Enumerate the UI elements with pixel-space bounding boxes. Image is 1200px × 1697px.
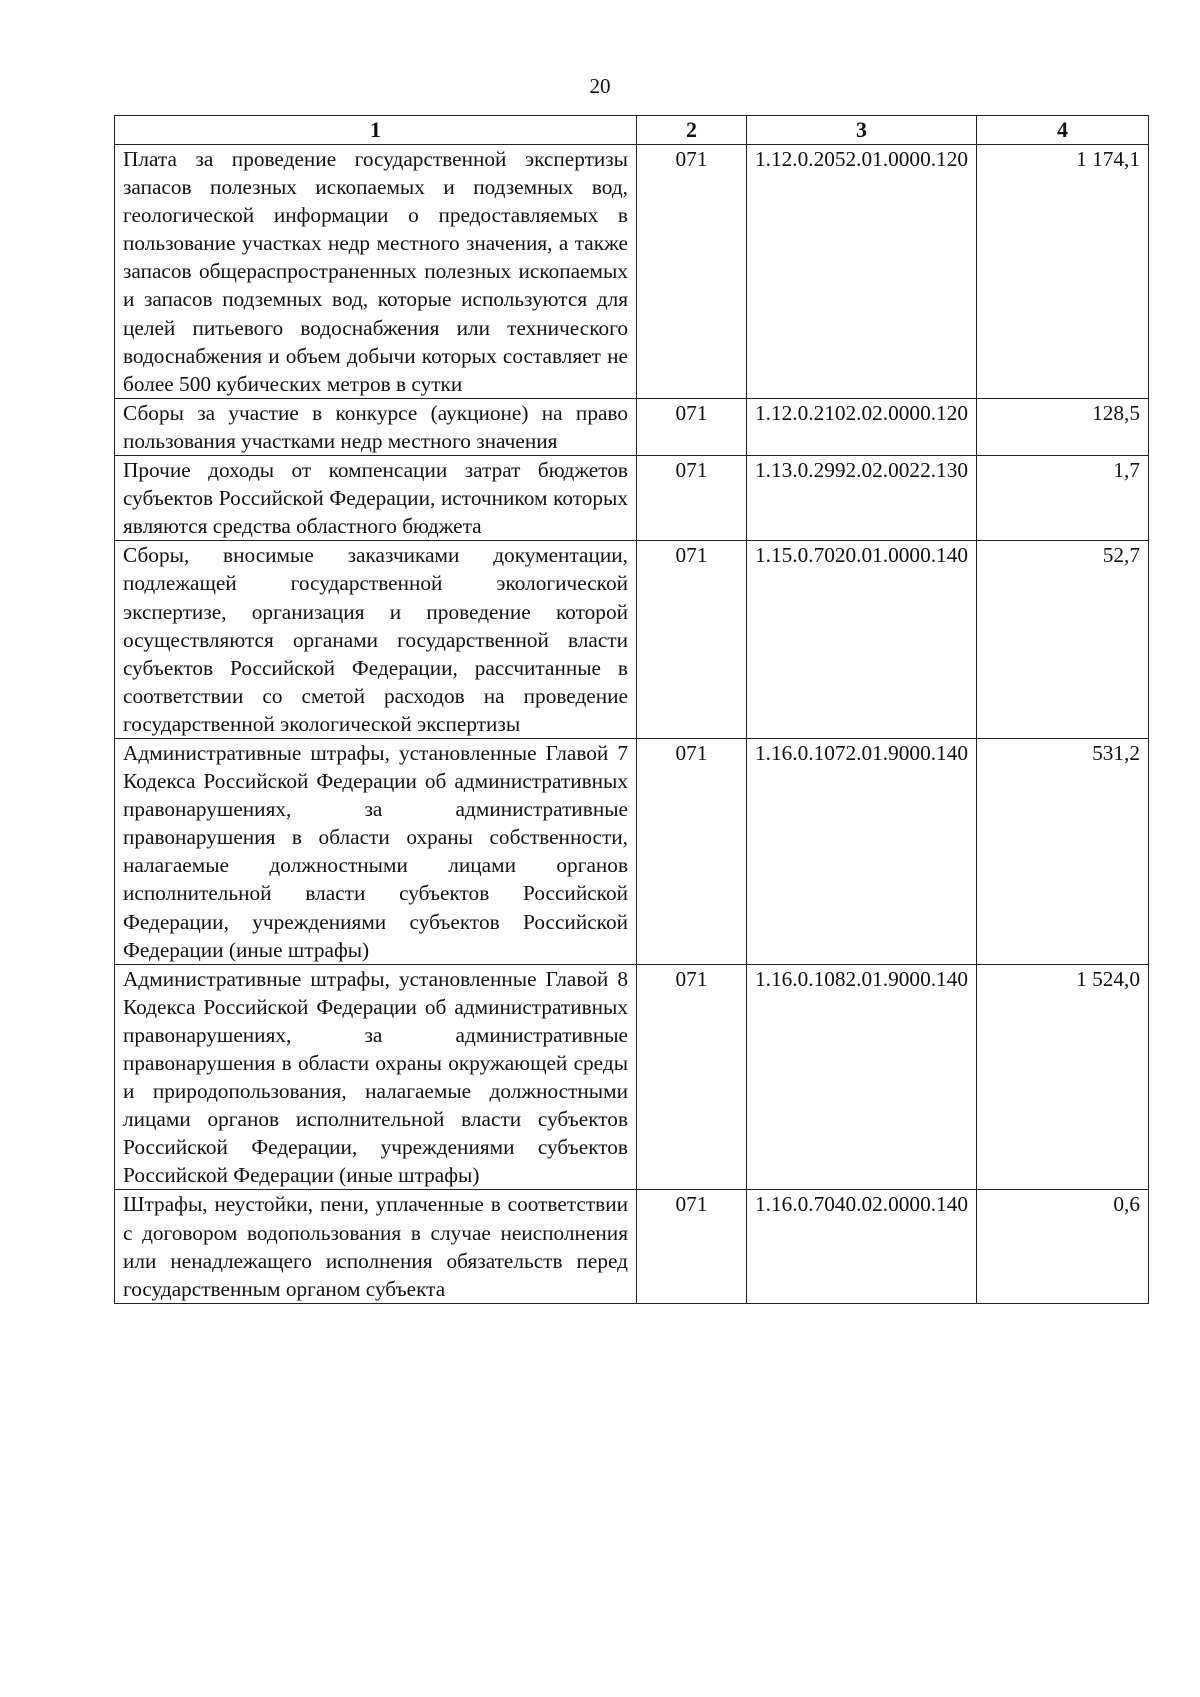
row-description: Административные штрафы, установленные Главой 8 Кодекса Российской Федерации об административных правонарушениях, за административные правонарушения в области охраны окружающей среды и природопользования, налагаемые должностными лицами органов исполнительной власти субъектов Российской Федерации, учреждениями субъектов Российской Федерации (иные штрафы) [115,964,637,1190]
table-row [115,398,1149,455]
row-amount: 531,2 [977,738,1149,964]
row-description: Плата за проведение государственной экспертизы запасов полезных ископаемых и подземных вод, геологической информации о предоставляемых в пользование участках недр местного значения, а также запасов общераспространенных полезных ископаемых и запасов подземных вод, которые используются для целей питьевого водоснабжения или технического водоснабжения и объем добычи которых составляет не более 500 кубических метров в сутки [115,145,637,399]
table-row [115,541,1149,739]
header-col-4: 4 [977,116,1149,145]
row-amount: 0,6 [977,1190,1149,1303]
header-row [115,116,1149,145]
row-classification-code: 1.16.0.7040.02.0000.140 [747,1190,977,1303]
revenue-table [114,115,1149,1304]
row-admin-code: 071 [637,1190,747,1303]
row-classification-code: 1.16.0.1072.01.9000.140 [747,738,977,964]
row-description: Прочие доходы от компенсации затрат бюджетов субъектов Российской Федерации, источником которых являются средства областного бюджета [115,456,637,541]
row-admin-code: 071 [637,541,747,739]
table-row [115,964,1149,1190]
row-description: Сборы за участие в конкурсе (аукционе) на право пользования участками недр местного значения [115,398,637,455]
row-classification-code: 1.12.0.2052.01.0000.120 [747,145,977,399]
table-body [115,145,1149,1304]
row-admin-code: 071 [637,398,747,455]
header-col-1: 1 [115,116,637,145]
row-description: Административные штрафы, установленные Главой 7 Кодекса Российской Федерации об административных правонарушениях, за административные правонарушения в области охраны собственности, налагаемые должностными лицами органов исполнительной власти субъектов Российской Федерации, учреждениями субъектов Российской Федерации (иные штрафы) [115,738,637,964]
row-classification-code: 1.12.0.2102.02.0000.120 [747,398,977,455]
row-amount: 1 524,0 [977,964,1149,1190]
row-admin-code: 071 [637,456,747,541]
row-amount: 52,7 [977,541,1149,739]
row-amount: 1,7 [977,456,1149,541]
table-row [115,145,1149,399]
table-row [115,738,1149,964]
table-row [115,1190,1149,1303]
page-number: 20 [589,74,611,98]
row-amount: 128,5 [977,398,1149,455]
row-classification-code: 1.13.0.2992.02.0022.130 [747,456,977,541]
table-row [115,456,1149,541]
row-admin-code: 071 [637,145,747,399]
table-header [115,116,1149,145]
row-classification-code: 1.15.0.7020.01.0000.140 [747,541,977,739]
row-admin-code: 071 [637,738,747,964]
row-classification-code: 1.16.0.1082.01.9000.140 [747,964,977,1190]
header-col-3: 3 [747,116,977,145]
header-col-2: 2 [637,116,747,145]
row-description: Сборы, вносимые заказчиками документации, подлежащей государственной экологической экспертизе, организация и проведение которой осуществляются органами государственной власти субъектов Российской Федерации, рассчитанные в соответствии со сметой расходов на проведение государственной экологической экспертизы [115,541,637,739]
row-admin-code: 071 [637,964,747,1190]
row-description: Штрафы, неустойки, пени, уплаченные в соответствии с договором водопользования в случае неисполнения или ненадлежащего исполнения обязательств перед государственным органом субъекта [115,1190,637,1303]
row-amount: 1 174,1 [977,145,1149,399]
